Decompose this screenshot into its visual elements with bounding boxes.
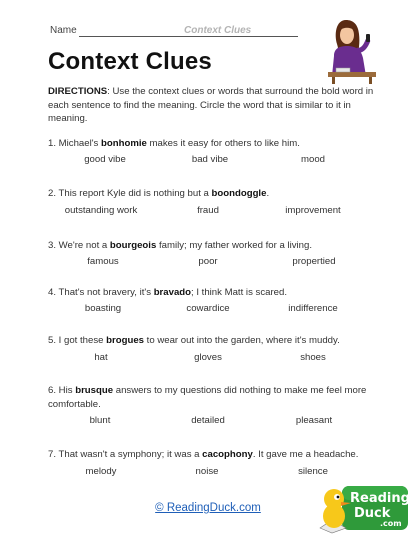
- name-line[interactable]: [79, 36, 298, 37]
- question-7-word: cacophony: [202, 449, 253, 460]
- question-1-pre: 1. Michael's: [48, 138, 102, 149]
- answer-option[interactable]: improvement: [285, 205, 341, 216]
- answers-6: [48, 415, 368, 427]
- answer-option[interactable]: outstanding work: [64, 205, 138, 216]
- name-row: [50, 22, 275, 38]
- answer-option[interactable]: indifference: [288, 303, 338, 314]
- directions-label: DIRECTIONS: [48, 86, 108, 97]
- question-2-word: boondoggle: [211, 188, 267, 199]
- answer-option[interactable]: noise: [195, 466, 219, 477]
- answers-1: [48, 154, 368, 166]
- name-label: Name: [50, 25, 77, 36]
- directions: [48, 85, 378, 126]
- question-1: [48, 137, 368, 151]
- answer-option[interactable]: detailed: [191, 415, 225, 426]
- answers-7: [48, 466, 368, 478]
- answer-option[interactable]: blunt: [89, 415, 111, 426]
- answer-option[interactable]: cowardice: [186, 303, 230, 314]
- question-6-post: answers to my questions did nothing to make me feel more comfortable.: [48, 385, 367, 410]
- header-brand: Context Clues: [184, 25, 252, 36]
- directions-text: : Use the context clues or words that surround the bold word in each sentence to find the meaning. Circle the word that is similar to it in meaning.: [48, 86, 374, 124]
- question-7-pre: 7. That wasn't a symphony; it was a: [48, 449, 203, 460]
- reading-duck-logo-icon: [318, 484, 410, 534]
- question-5-post: to wear out into the garden, where it's muddy.: [144, 335, 340, 346]
- logo-line-1: Reading: [350, 491, 410, 506]
- answers-2: [48, 205, 368, 217]
- answers-4: [48, 303, 368, 315]
- page-title: Context Clues: [48, 48, 212, 75]
- answer-option[interactable]: propertied: [292, 256, 336, 267]
- question-6-word: brusque: [75, 385, 114, 396]
- site-link[interactable]: © ReadingDuck.com: [155, 502, 261, 514]
- answer-option[interactable]: silence: [298, 466, 328, 477]
- teacher-illustration-icon: [326, 16, 378, 84]
- answer-option[interactable]: hat: [94, 352, 108, 363]
- question-4-word: bravado: [153, 287, 192, 298]
- question-3-post: family; my father worked for a living.: [156, 240, 312, 251]
- answer-option[interactable]: gloves: [194, 352, 222, 363]
- answer-option[interactable]: good vibe: [84, 154, 126, 165]
- question-7-post: . It gave me a headache.: [252, 449, 359, 460]
- question-2-pre: 2. This report Kyle did is nothing but a: [48, 188, 212, 199]
- question-6: [48, 384, 368, 411]
- question-4-post: ; I think Matt is scared.: [191, 287, 287, 298]
- answer-option[interactable]: shoes: [300, 352, 326, 363]
- answer-option[interactable]: pleasant: [295, 415, 333, 426]
- answers-5: [48, 352, 368, 364]
- answer-option[interactable]: melody: [85, 466, 117, 477]
- question-2-post: .: [266, 188, 270, 199]
- answer-option[interactable]: bad vibe: [191, 154, 229, 165]
- question-5-pre: 5. I got these: [48, 335, 107, 346]
- answer-option[interactable]: fraud: [197, 205, 219, 216]
- question-7: [48, 448, 368, 462]
- answer-option[interactable]: famous: [87, 256, 119, 267]
- question-5: [48, 334, 368, 348]
- question-1-post: makes it easy for others to like him.: [146, 138, 300, 149]
- question-4: [48, 286, 368, 300]
- answer-option[interactable]: boasting: [84, 303, 122, 314]
- question-5-word: brogues: [106, 335, 144, 346]
- answers-3: [48, 256, 368, 268]
- question-1-word: bonhomie: [101, 138, 147, 149]
- question-3: [48, 239, 368, 253]
- logo-line-2: Duck: [354, 506, 391, 521]
- answer-option[interactable]: mood: [301, 154, 325, 165]
- question-2: [48, 187, 368, 201]
- question-3-word: bourgeois: [109, 240, 157, 251]
- question-3-pre: 3. We're not a: [48, 240, 110, 251]
- logo-line-3: .com: [380, 519, 402, 528]
- question-4-pre: 4. That's not bravery, it's: [48, 287, 154, 298]
- question-6-pre: 6. His: [48, 385, 76, 396]
- answer-option[interactable]: poor: [198, 256, 218, 267]
